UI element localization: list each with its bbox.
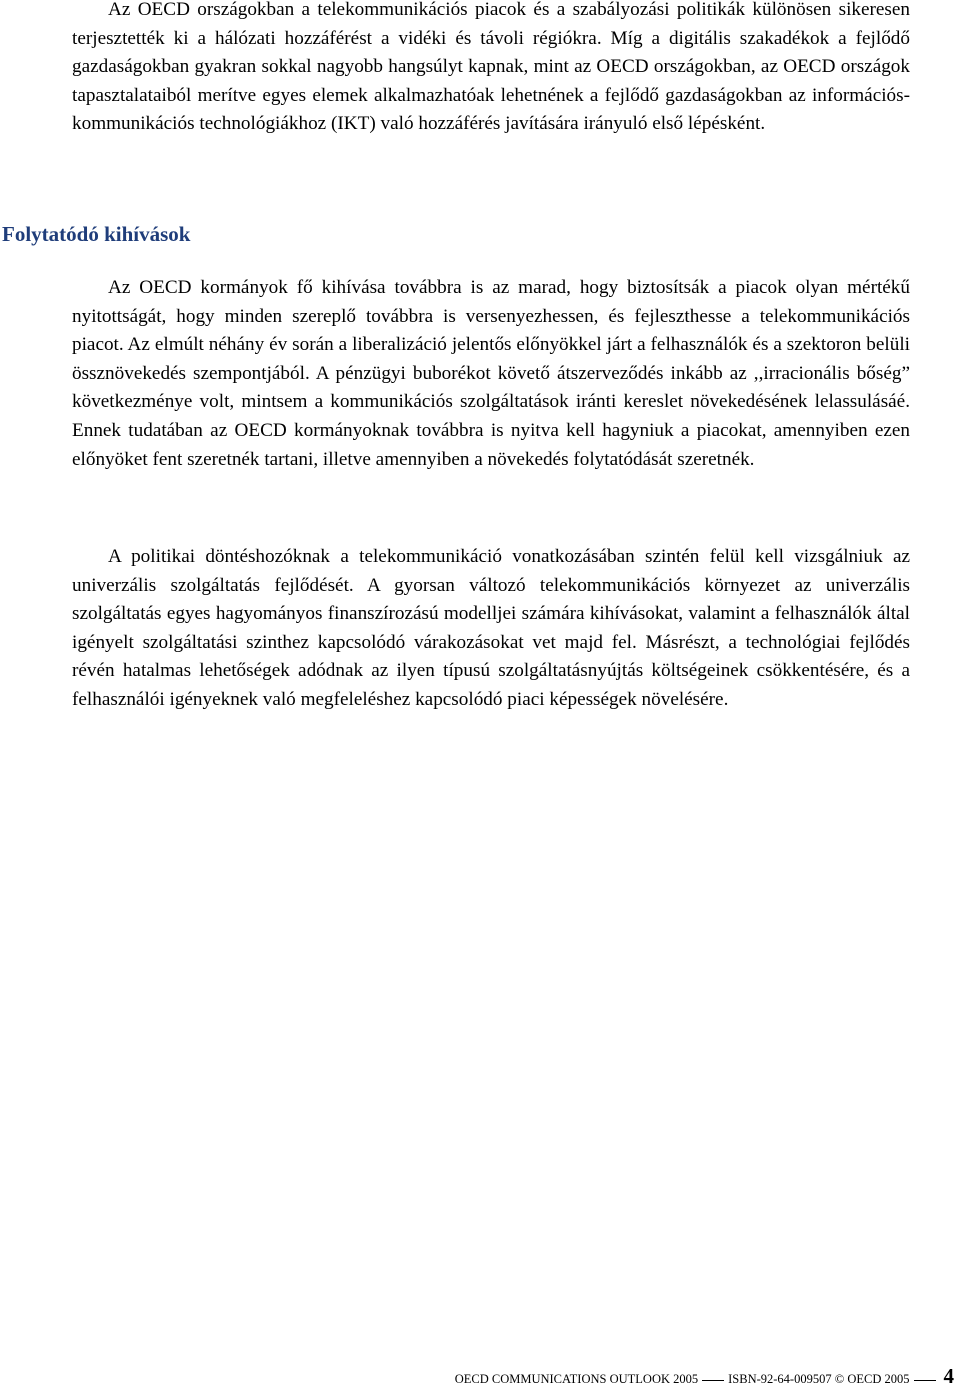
footer-isbn: ISBN-92-64-009507 [728, 1372, 832, 1386]
section-paragraph-1: Az OECD kormányok fő kihívása továbbra is az marad, hogy biztosítsák a piacok olyan mértékű nyitottságát, hogy minden szereplő továbbra is versenyezhessen, és fejleszthesse a telekommunikációs piacot. Az elmúlt néhány év során a liberalizáció jelentős előnyökkel járt a felhasználók és a szektoron belüli össznövekedés szempontjából. A pénzügyi buborékot követő átszerveződés inkább az ,,irracionális bőség” következménye volt, mintsem a kommunikációs szolgáltatások iránti kereslet növekedésének lelassulásáé. Ennek tudatában az OECD kormányoknak továbbra is nyitva kell hagyniuk a piacokat, amennyiben ezen előnyöket fent szeretnék tartani, illetve amennyiben a növekedés folytatódását szeretnék. [72, 277, 910, 470]
page-footer [455, 1365, 954, 1390]
intro-paragraph: Az OECD országokban a telekommunikációs piacok és a szabályozási politikák különösen sikeresen terjesztették ki a hálózati hozzáférést a vidéki és távoli régiókra. Míg a digitális szakadékok a fejlődő gazdaságokban gyakran sokkal nagyobb hangsúlyt kapnak, mint az OECD országokban, az OECD országok tapasztalataiból merítve egyes elemek alkalmazhatóak lehetnének a fejlődő gazdaságokban az információs-kommunikációs technológiákhoz (IKT) való hozzáférés javítására irányuló első lépésként. [72, 0, 910, 135]
footer-publication: OECD COMMUNICATIONS OUTLOOK 2005 [454, 1372, 699, 1386]
page-number: 4 [943, 1364, 954, 1388]
footer-separator [914, 1380, 936, 1381]
section-paragraph-2: A politikai döntéshozóknak a telekommunikáció vonatkozásában szintén felül kell vizsgálniuk az univerzális szolgáltatás fejlődését. A gyorsan változó telekommunikációs környezet az univerzális szolgáltatás egyes hagyományos finanszírozású modelljei számára kihívásokat, valamint a felhasználók által igényelt szolgáltatási szinthez kapcsolódó várakozásokat vet majd fel. Másrészt, a technológiai fejlődés révén hatalmas lehetőségek adódnak az ilyen típusú szolgáltatásnyújtás költségeinek csökkentésére, és a felhasználói igényeknek való megfeleléshez kapcsolódó piaci képességek növelésére. [72, 546, 910, 710]
footer-separator [702, 1380, 724, 1381]
footer-copyright: © OECD 2005 [834, 1372, 910, 1386]
section-heading: Folytatódó kihívások [2, 222, 191, 246]
